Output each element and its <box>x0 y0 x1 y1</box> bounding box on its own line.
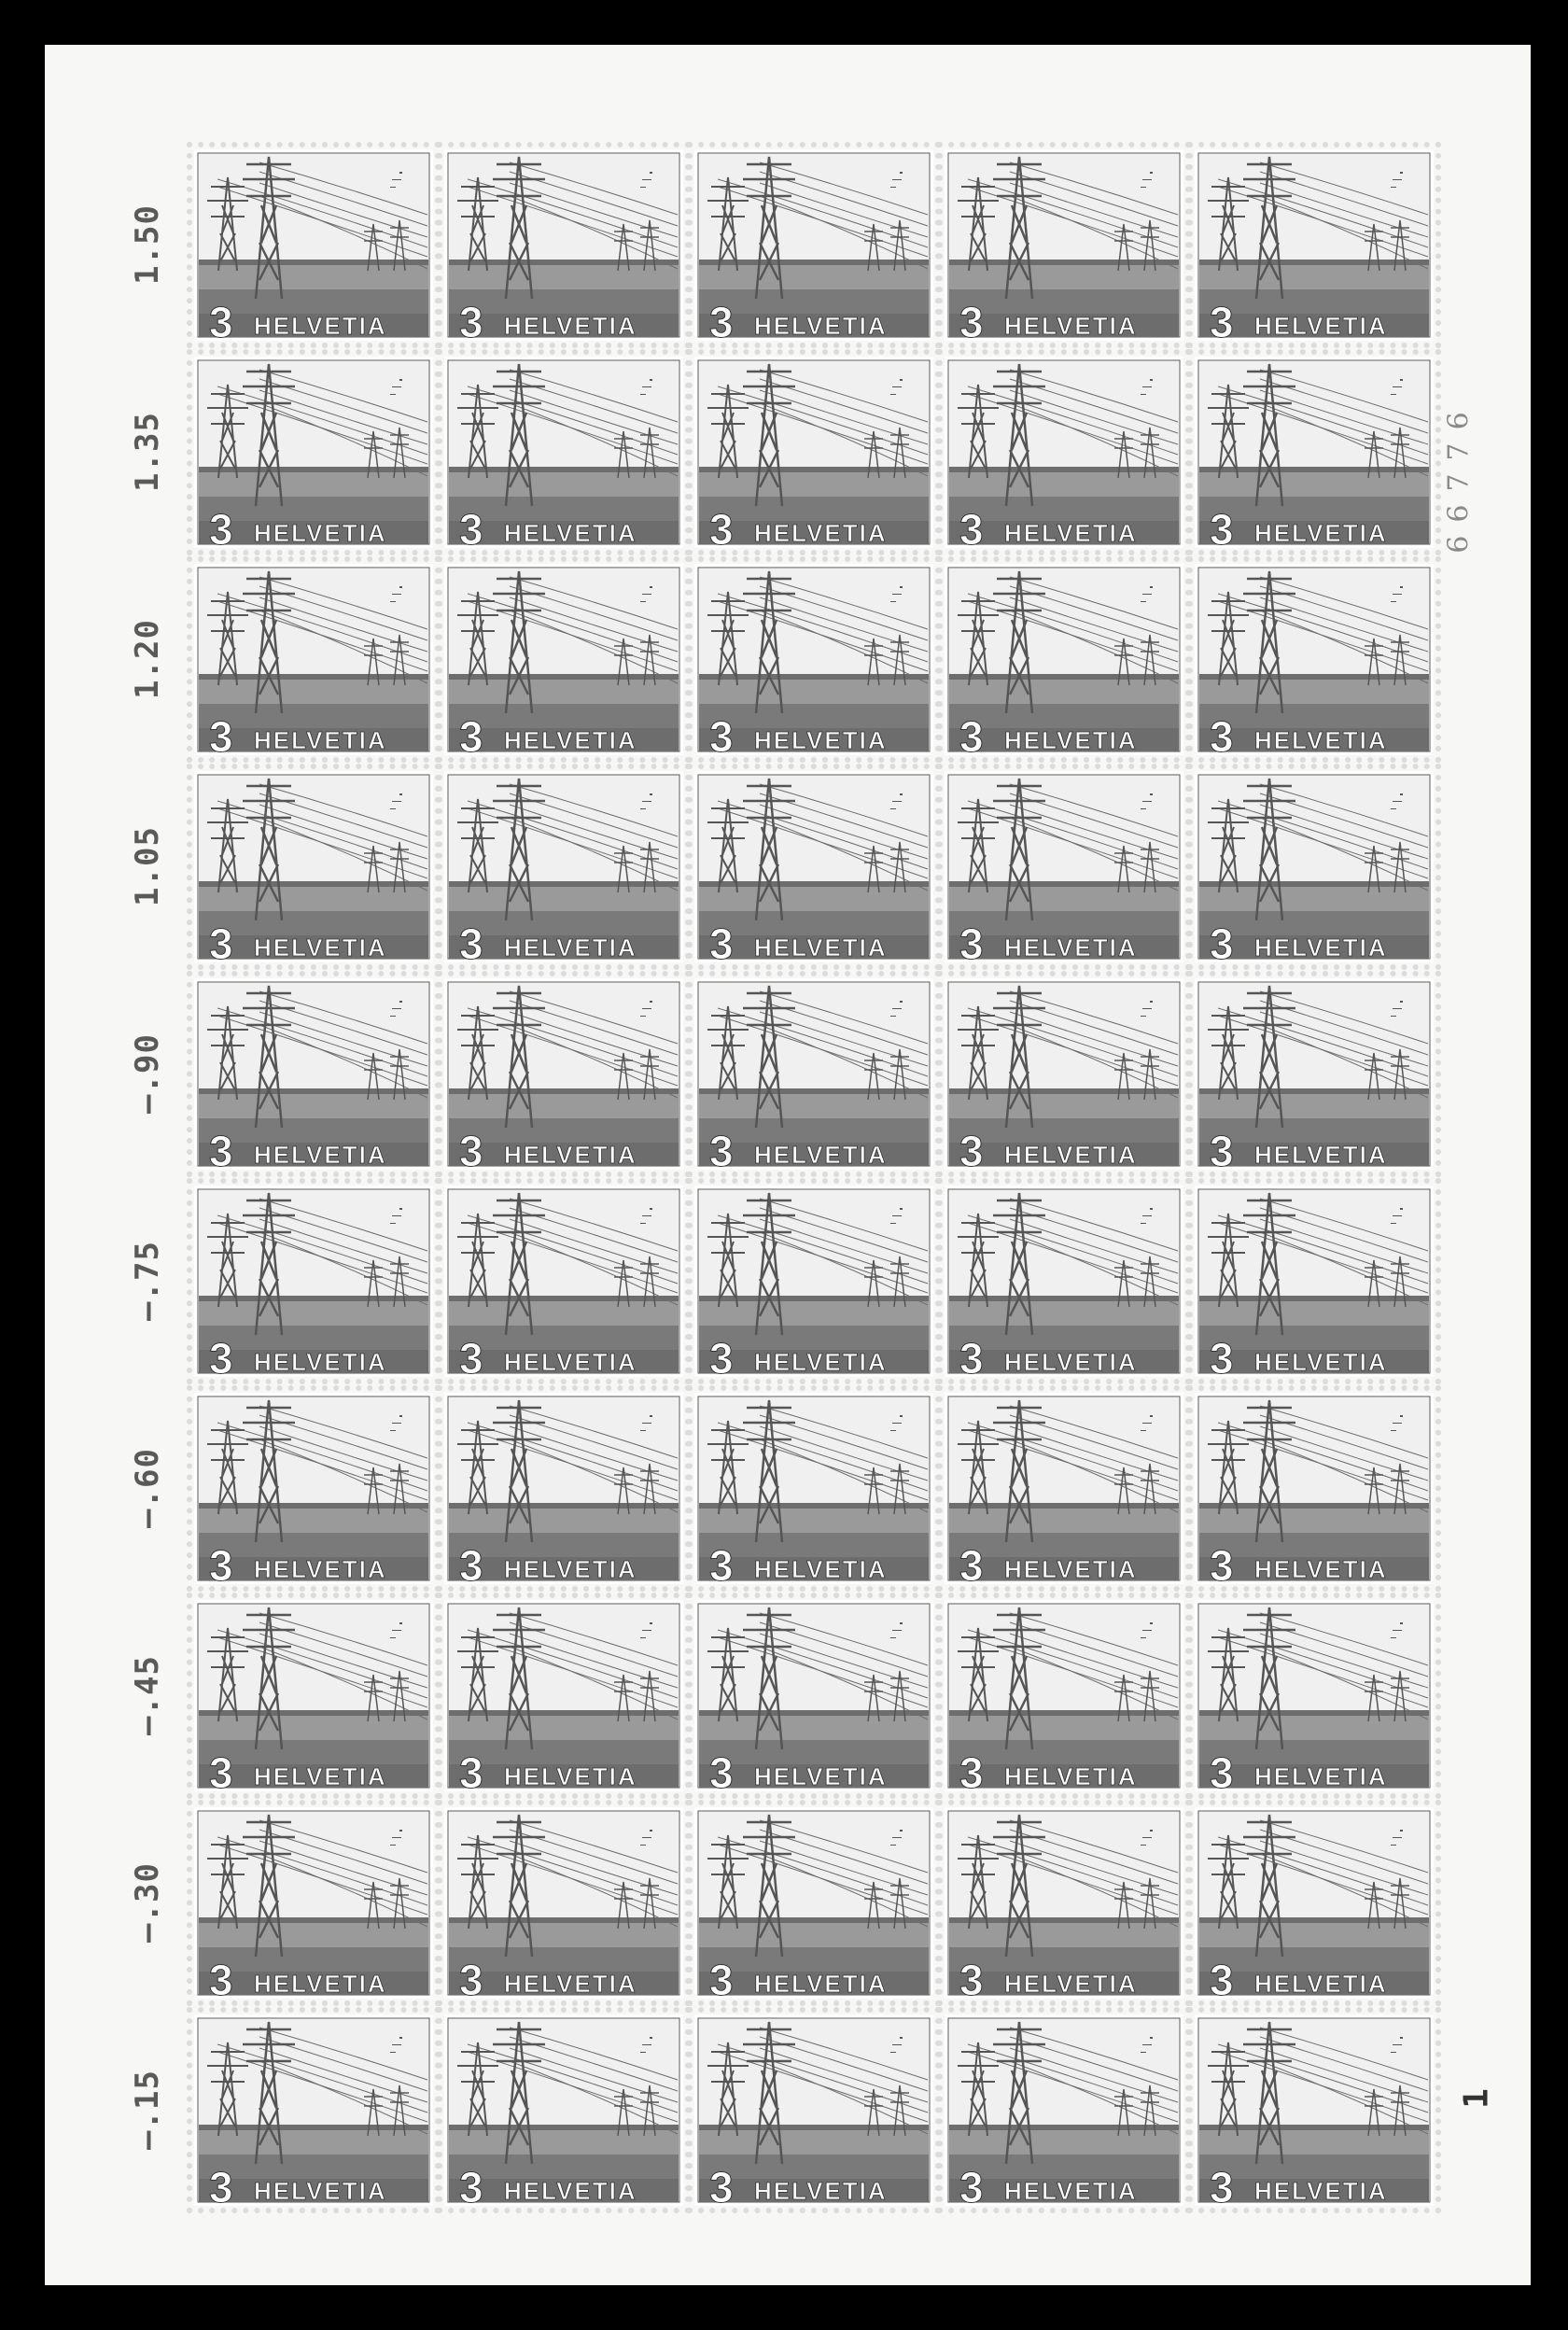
svg-text:HELVETIA: HELVETIA <box>254 726 387 754</box>
stamp-design <box>945 1807 1183 1999</box>
stamp-r7-c3 <box>694 1393 933 1584</box>
stamp-r3-c4 <box>945 564 1183 755</box>
svg-text:3: 3 <box>959 919 984 962</box>
stamp-r9-c5 <box>1195 1807 1434 1999</box>
svg-text:3: 3 <box>959 1127 984 1170</box>
stamp-design <box>694 357 933 548</box>
svg-text:3: 3 <box>959 1334 984 1377</box>
svg-text:HELVETIA: HELVETIA <box>504 2177 637 2205</box>
svg-text:3: 3 <box>1210 1748 1234 1791</box>
row-value-text: —.90 <box>129 1033 166 1114</box>
svg-text:HELVETIA: HELVETIA <box>1004 933 1138 961</box>
svg-text:3: 3 <box>959 298 984 341</box>
stamp-design <box>945 1600 1183 1791</box>
svg-text:3: 3 <box>1210 1541 1234 1584</box>
svg-text:HELVETIA: HELVETIA <box>1254 1555 1388 1583</box>
stamp-design <box>694 2014 933 2206</box>
svg-text:3: 3 <box>459 298 483 341</box>
svg-text:HELVETIA: HELVETIA <box>1254 1348 1388 1376</box>
svg-text:HELVETIA: HELVETIA <box>254 2177 387 2205</box>
svg-text:3: 3 <box>459 505 483 548</box>
stamp-design <box>194 564 433 755</box>
svg-text:HELVETIA: HELVETIA <box>504 1762 637 1790</box>
stamp-design <box>1195 1186 1434 1377</box>
svg-text:3: 3 <box>709 1956 734 1999</box>
stamp-design <box>945 357 1183 548</box>
svg-text:HELVETIA: HELVETIA <box>754 519 888 547</box>
svg-text:HELVETIA: HELVETIA <box>1254 1141 1388 1169</box>
stamp-r5-c4 <box>945 978 1183 1170</box>
svg-text:HELVETIA: HELVETIA <box>1004 1970 1138 1998</box>
stamp-design <box>945 149 1183 341</box>
svg-text:HELVETIA: HELVETIA <box>1254 933 1388 961</box>
stamp-r4-c3 <box>694 771 933 962</box>
stamp-r9-c2 <box>444 1807 683 1999</box>
svg-text:3: 3 <box>459 1127 483 1170</box>
stamp-r3-c3 <box>694 564 933 755</box>
stamp-design <box>694 564 933 755</box>
stamp-r6-c5 <box>1195 1186 1434 1377</box>
svg-text:3: 3 <box>959 2163 984 2206</box>
row-value-text: 1.50 <box>129 204 166 285</box>
svg-text:3: 3 <box>1210 712 1234 755</box>
svg-text:HELVETIA: HELVETIA <box>504 519 637 547</box>
row-value-text: —.60 <box>129 1448 166 1528</box>
stamp-design <box>194 978 433 1170</box>
stamp-design <box>1195 771 1434 962</box>
stamp-design <box>945 978 1183 1170</box>
svg-text:HELVETIA: HELVETIA <box>504 1970 637 1998</box>
stamp-r8-c1 <box>194 1600 433 1791</box>
svg-text:HELVETIA: HELVETIA <box>1004 2177 1138 2205</box>
svg-text:HELVETIA: HELVETIA <box>1254 519 1388 547</box>
stamp-r3-c1 <box>194 564 433 755</box>
stamp-design <box>945 2014 1183 2206</box>
svg-text:3: 3 <box>709 919 734 962</box>
svg-text:3: 3 <box>459 712 483 755</box>
stamp-r10-c1 <box>194 2014 433 2206</box>
stamp-r8-c2 <box>444 1600 683 1791</box>
stamp-design <box>1195 149 1434 341</box>
stamp-design <box>444 1807 683 1999</box>
stamp-r3-c2 <box>444 564 683 755</box>
stamp-design <box>444 564 683 755</box>
svg-text:HELVETIA: HELVETIA <box>1004 312 1138 340</box>
stamp-r10-c5 <box>1195 2014 1434 2206</box>
stamp-design <box>694 1807 933 1999</box>
stamp-r1-c1 <box>194 149 433 341</box>
stamp-r9-c3 <box>694 1807 933 1999</box>
svg-text:HELVETIA: HELVETIA <box>754 1762 888 1790</box>
stamp-design <box>444 1393 683 1584</box>
stamp-design <box>194 149 433 341</box>
stamp-r2-c5 <box>1195 357 1434 548</box>
svg-text:3: 3 <box>709 1748 734 1791</box>
svg-text:HELVETIA: HELVETIA <box>1004 1141 1138 1169</box>
stamp-design <box>194 1393 433 1584</box>
stamp-r5-c3 <box>694 978 933 1170</box>
stamp-r7-c1 <box>194 1393 433 1584</box>
stamp-r6-c3 <box>694 1186 933 1377</box>
stamp-r4-c1 <box>194 771 433 962</box>
row-value-text: —.45 <box>129 1655 166 1735</box>
stamp-design <box>1195 357 1434 548</box>
stamp-r1-c4 <box>945 149 1183 341</box>
svg-text:3: 3 <box>709 505 734 548</box>
svg-text:HELVETIA: HELVETIA <box>754 1348 888 1376</box>
svg-text:HELVETIA: HELVETIA <box>254 312 387 340</box>
svg-text:HELVETIA: HELVETIA <box>504 933 637 961</box>
svg-text:3: 3 <box>959 1956 984 1999</box>
svg-text:3: 3 <box>1210 1127 1234 1170</box>
svg-text:HELVETIA: HELVETIA <box>504 1141 637 1169</box>
svg-text:HELVETIA: HELVETIA <box>1254 2177 1388 2205</box>
svg-text:HELVETIA: HELVETIA <box>254 933 387 961</box>
stamp-r7-c4 <box>945 1393 1183 1584</box>
svg-text:HELVETIA: HELVETIA <box>254 1970 387 1998</box>
stamp-r2-c3 <box>694 357 933 548</box>
row-value-text: —.75 <box>129 1241 166 1321</box>
svg-text:HELVETIA: HELVETIA <box>1004 1762 1138 1790</box>
row-value-text: —.30 <box>129 1862 166 1943</box>
stamp-r8-c4 <box>945 1600 1183 1791</box>
stamp-r6-c4 <box>945 1186 1183 1377</box>
stamp-r7-c2 <box>444 1393 683 1584</box>
stamp-design <box>444 978 683 1170</box>
svg-text:3: 3 <box>959 1541 984 1584</box>
svg-text:3: 3 <box>209 1956 233 1999</box>
stamp-design <box>444 771 683 962</box>
stamp-design <box>694 771 933 962</box>
row-value-text: —.15 <box>129 2070 166 2150</box>
pencil-notation-text: 66776 <box>1442 399 1476 554</box>
svg-text:3: 3 <box>1210 298 1234 341</box>
stamp-r10-c4 <box>945 2014 1183 2206</box>
stamp-r4-c4 <box>945 771 1183 962</box>
svg-text:3: 3 <box>709 1127 734 1170</box>
stamp-design <box>945 771 1183 962</box>
svg-text:HELVETIA: HELVETIA <box>754 1141 888 1169</box>
svg-text:3: 3 <box>709 1541 734 1584</box>
svg-text:3: 3 <box>209 505 233 548</box>
stamp-design <box>1195 2014 1434 2206</box>
stamp-design <box>194 1186 433 1377</box>
svg-text:3: 3 <box>709 298 734 341</box>
svg-text:3: 3 <box>209 1541 233 1584</box>
svg-text:HELVETIA: HELVETIA <box>754 726 888 754</box>
stamp-design <box>1195 564 1434 755</box>
stamp-design <box>945 1393 1183 1584</box>
svg-text:HELVETIA: HELVETIA <box>1004 1555 1138 1583</box>
stamp-design <box>444 357 683 548</box>
svg-text:3: 3 <box>959 1748 984 1791</box>
stamp-design <box>444 2014 683 2206</box>
stamp-r3-c5 <box>1195 564 1434 755</box>
svg-text:3: 3 <box>209 1334 233 1377</box>
svg-text:3: 3 <box>459 1541 483 1584</box>
svg-text:HELVETIA: HELVETIA <box>254 1348 387 1376</box>
svg-text:3: 3 <box>459 2163 483 2206</box>
svg-text:3: 3 <box>709 712 734 755</box>
stamp-r1-c2 <box>444 149 683 341</box>
svg-text:3: 3 <box>459 1956 483 1999</box>
stamp-design <box>1195 1393 1434 1584</box>
row-value-text: 1.05 <box>129 826 166 906</box>
svg-text:HELVETIA: HELVETIA <box>1004 1348 1138 1376</box>
stamp-design <box>694 1600 933 1791</box>
stamp-r2-c1 <box>194 357 433 548</box>
svg-text:HELVETIA: HELVETIA <box>754 1555 888 1583</box>
stamp-r9-c1 <box>194 1807 433 1999</box>
stamp-r7-c5 <box>1195 1393 1434 1584</box>
svg-text:3: 3 <box>1210 1334 1234 1377</box>
svg-text:3: 3 <box>459 919 483 962</box>
row-value-text: 1.20 <box>129 619 166 699</box>
stamp-r9-c4 <box>945 1807 1183 1999</box>
svg-text:3: 3 <box>959 712 984 755</box>
svg-text:3: 3 <box>1210 919 1234 962</box>
svg-text:HELVETIA: HELVETIA <box>754 933 888 961</box>
stamp-r6-c2 <box>444 1186 683 1377</box>
svg-text:3: 3 <box>1210 2163 1234 2206</box>
stamp-r1-c5 <box>1195 149 1434 341</box>
svg-text:3: 3 <box>459 1748 483 1791</box>
svg-text:HELVETIA: HELVETIA <box>1254 312 1388 340</box>
stamp-design <box>444 1186 683 1377</box>
svg-text:3: 3 <box>459 1334 483 1377</box>
stamp-design <box>1195 1807 1434 1999</box>
svg-text:3: 3 <box>709 1334 734 1377</box>
svg-text:HELVETIA: HELVETIA <box>1004 519 1138 547</box>
stamp-r4-c5 <box>1195 771 1434 962</box>
stamp-r2-c2 <box>444 357 683 548</box>
svg-text:HELVETIA: HELVETIA <box>1004 726 1138 754</box>
svg-text:HELVETIA: HELVETIA <box>1254 1762 1388 1790</box>
svg-text:3: 3 <box>1210 1956 1234 1999</box>
stamp-design <box>694 149 933 341</box>
svg-text:HELVETIA: HELVETIA <box>504 726 637 754</box>
svg-text:3: 3 <box>1210 505 1234 548</box>
svg-text:3: 3 <box>209 1127 233 1170</box>
svg-text:3: 3 <box>209 1748 233 1791</box>
svg-text:HELVETIA: HELVETIA <box>254 1555 387 1583</box>
stamp-r5-c1 <box>194 978 433 1170</box>
stamp-design <box>194 2014 433 2206</box>
stamp-design <box>945 1186 1183 1377</box>
stamp-r10-c2 <box>444 2014 683 2206</box>
stamp-design <box>1195 978 1434 1170</box>
stamp-r6-c1 <box>194 1186 433 1377</box>
stamp-design <box>694 978 933 1170</box>
svg-text:HELVETIA: HELVETIA <box>254 1762 387 1790</box>
svg-text:HELVETIA: HELVETIA <box>1254 726 1388 754</box>
stamp-r10-c3 <box>694 2014 933 2206</box>
stamp-design <box>194 771 433 962</box>
stamp-r5-c2 <box>444 978 683 1170</box>
stamp-design <box>945 564 1183 755</box>
stamp-design <box>194 357 433 548</box>
svg-text:HELVETIA: HELVETIA <box>504 1348 637 1376</box>
stamp-design <box>194 1807 433 1999</box>
svg-text:3: 3 <box>209 298 233 341</box>
stamp-design <box>444 1600 683 1791</box>
stamp-r5-c5 <box>1195 978 1434 1170</box>
svg-text:3: 3 <box>209 919 233 962</box>
row-value-text: 1.35 <box>129 412 166 492</box>
stamp-design <box>694 1393 933 1584</box>
stamp-design <box>194 1600 433 1791</box>
stamp-r8-c5 <box>1195 1600 1434 1791</box>
svg-text:HELVETIA: HELVETIA <box>754 2177 888 2205</box>
svg-text:HELVETIA: HELVETIA <box>254 1141 387 1169</box>
stamp-design <box>444 149 683 341</box>
svg-text:HELVETIA: HELVETIA <box>1254 1970 1388 1998</box>
stamp-r8-c3 <box>694 1600 933 1791</box>
stamp-design <box>694 1186 933 1377</box>
svg-text:3: 3 <box>959 505 984 548</box>
svg-text:3: 3 <box>209 2163 233 2206</box>
svg-text:HELVETIA: HELVETIA <box>504 1555 637 1583</box>
svg-text:3: 3 <box>209 712 233 755</box>
svg-text:HELVETIA: HELVETIA <box>754 1970 888 1998</box>
svg-text:3: 3 <box>709 2163 734 2206</box>
stamp-r1-c3 <box>694 149 933 341</box>
stamp-r4-c2 <box>444 771 683 962</box>
svg-text:HELVETIA: HELVETIA <box>504 312 637 340</box>
stamp-r2-c4 <box>945 357 1183 548</box>
sheet-number-text: 1 <box>1457 2088 1496 2109</box>
svg-text:HELVETIA: HELVETIA <box>254 519 387 547</box>
svg-text:HELVETIA: HELVETIA <box>754 312 888 340</box>
stamp-design <box>1195 1600 1434 1791</box>
